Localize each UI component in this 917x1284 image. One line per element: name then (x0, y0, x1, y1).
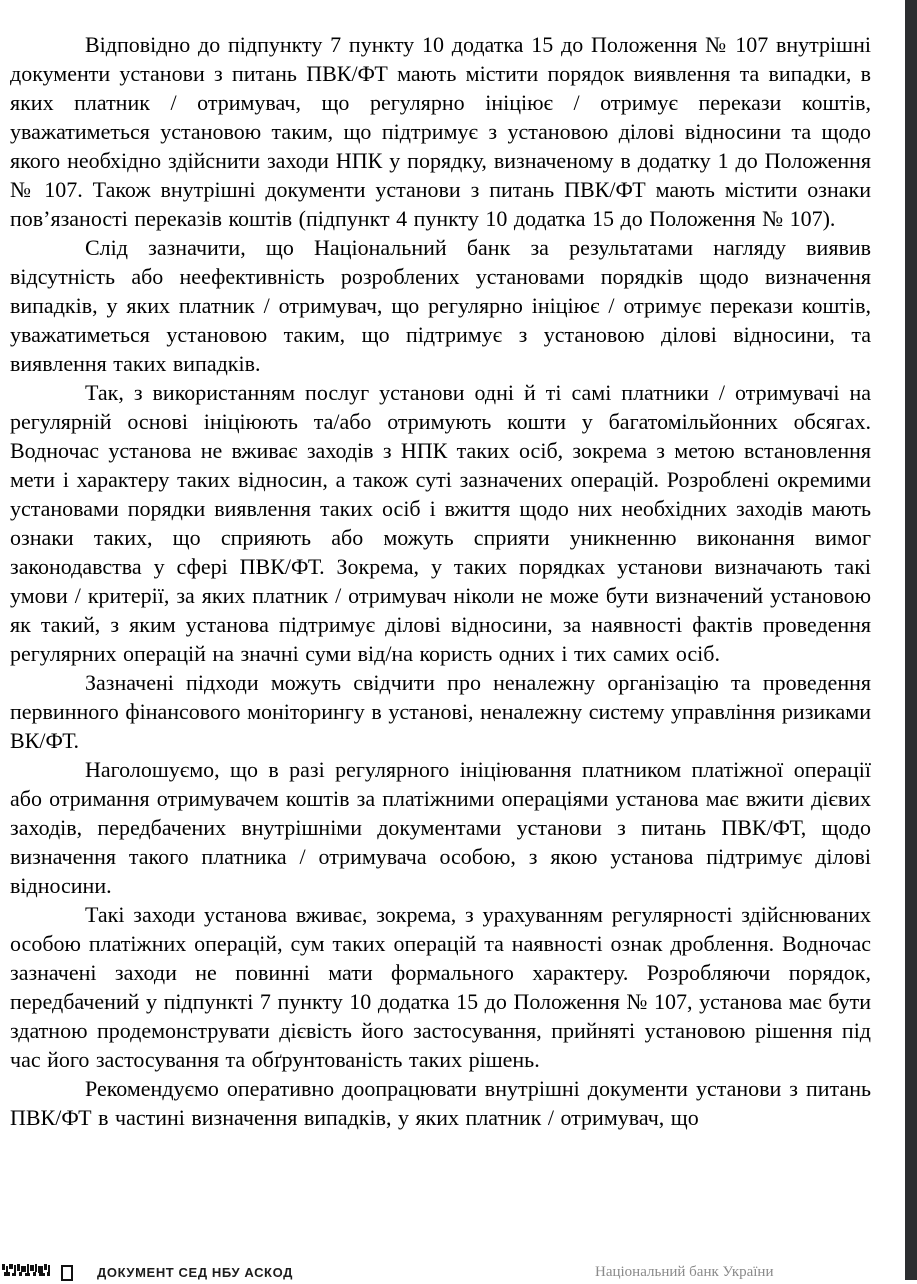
paragraph-5: Наголошуємо, що в разі регулярного ініціювання платником платіжної операції або отримання отримувачем коштів за платіжними операціями установа має вжити дієвих заходів, передбачених внутрішніми документами установи з питань ПВК/ФТ, щодо визначення такого платника / отримувача особою, з якою установа підтримує ділові відносини. (10, 757, 871, 898)
page-footer (0, 1262, 905, 1280)
document-body (10, 30, 871, 1132)
paragraph-2: Слід зазначити, що Національний банк за результатами нагляду виявив відсутність або неефективність розроблених установами порядків щодо визначення випадків, у яких платник / отримувач, що регулярно ініціює / отримує перекази коштів, уважатиметься установою таким, що підтримує з установою ділові відносини, та виявлення таких випадків. (10, 235, 871, 376)
paragraph-3: Так, з використанням послуг установи одні й ті самі платники / отримувачі на регулярній основі ініціюють та/або отримують кошти у багатомільйонних обсягах. Водночас установа не вживає заходів з НПК таких осіб, зокрема з метою встановлення мети і характеру таких відносин, а також суті зазначених операцій. Розроблені окремими установами порядки виявлення таких осіб і вжиття щодо них необхідних заходів мають ознаки таких, що сприяють або можуть сприяти уникненню виконання вимог законодавства у сфері ПВК/ФТ. Зокрема, у таких порядках установи визначають такі умови / критерії, за яких платник / отримувач ніколи не може бути визначений установою як такий, з яким установа підтримує ділові відносини, за наявності фактів проведення регулярних операцій на значні суми від/на користь одних і тих самих осіб. (10, 380, 871, 666)
paragraph-6: Такі заходи установа вживає, зокрема, з урахуванням регулярності здійснюваних особою платіжних операцій, сум таких операцій та наявності ознак дроблення. Водночас зазначені заходи не повинні мати формального характеру. Розробляючи порядок, передбачений у підпункті 7 пункту 10 додатка 15 до Положення № 107, установа має бути здатною продемонструвати дієвість його застосування, прийняті установою рішення під час його застосування та обґрунтованість таких рішень. (10, 902, 871, 1072)
paragraph-4: Зазначені підходи можуть свідчити про неналежну організацію та проведення первинного фінансового моніторингу в установі, неналежну систему управління ризиками ВК/ФТ. (10, 670, 871, 753)
paragraph-7: Рекомендуємо оперативно доопрацювати внутрішні документи установи з питань ПВК/ФТ в частині визначення випадків, у яких платник / отримувач, що (10, 1076, 871, 1130)
paragraph-1: Відповідно до підпункту 7 пункту 10 додатка 15 до Положення № 107 внутрішні документи установи з питань ПВК/ФТ мають містити порядок виявлення та випадки, в яких платник / отримувач, що регулярно ініціює / отримує перекази коштів, уважатиметься установою таким, що підтримує з установою ділові відносини та щодо якого необхідно здійснити заходи НПК у порядку, визначеному в додатку 1 до Положення № 107. Також внутрішні документи установи з питань ПВК/ФТ мають містити ознаки пов’язаності переказів коштів (підпункт 4 пункту 10 додатка 15 до Положення № 107). (10, 32, 871, 231)
footer-system-label: ДОКУМЕНТ СЕД НБУ АСКОД (97, 1265, 293, 1280)
footer-bank-label: Національний банк України (595, 1264, 774, 1280)
document-icon (61, 1265, 73, 1281)
page-edge-bar (905, 0, 917, 1280)
barcode-icon (2, 1264, 58, 1284)
